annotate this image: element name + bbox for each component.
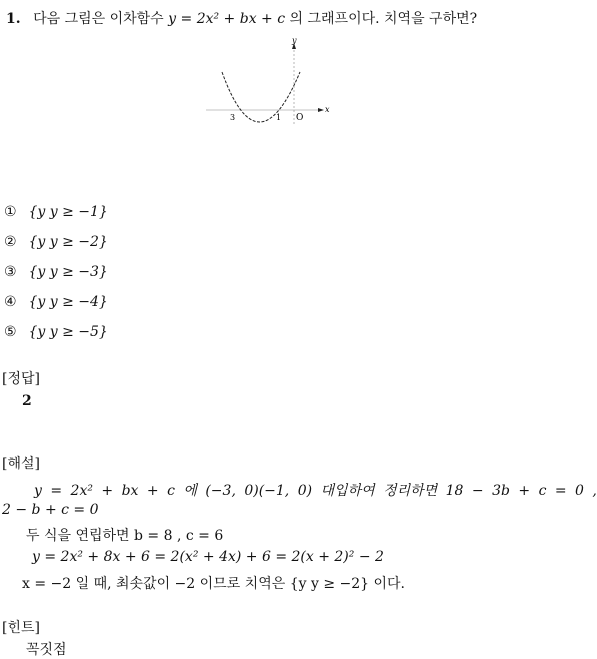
solution-line-3: 두 식을 연립하면 b = 8 , c = 6 xyxy=(26,528,224,544)
hint-heading: [힌트] xyxy=(2,620,40,636)
parabola-graph xyxy=(196,38,336,138)
choice-4-mark: ④ xyxy=(4,294,17,310)
choice-4[interactable] xyxy=(4,294,108,310)
solution-heading: [해설] xyxy=(2,456,40,472)
choice-5[interactable] xyxy=(4,324,108,340)
choice-5-text: {y y ≥ −5} xyxy=(28,324,108,340)
root-label-neg3: 3 xyxy=(230,113,236,122)
choice-2-mark: ② xyxy=(4,234,17,250)
x-axis-arrow xyxy=(318,108,324,112)
y-axis-label: y xyxy=(292,36,297,45)
answer-heading: [정답] xyxy=(2,371,40,387)
solution-line-1: y = 2x² + bx + c 에 (−3, 0)(−1, 0) 대입하여 정리하면 18 − 3b + c = 0 , xyxy=(34,483,597,499)
hint-text: 꼭짓점 xyxy=(26,642,67,658)
choice-3-text: {y y ≥ −3} xyxy=(28,264,108,280)
solution-line-2: 2 − b + c = 0 xyxy=(2,502,99,518)
choice-1-mark: ① xyxy=(4,204,17,220)
question-text-before: 다음 그림은 이차함수 xyxy=(33,11,164,27)
choice-3[interactable] xyxy=(4,264,108,280)
answer-value: 2 xyxy=(22,393,32,409)
question-header xyxy=(6,8,477,28)
root-label-neg1: 1 xyxy=(276,113,282,122)
origin-label: O xyxy=(296,113,304,123)
solution-line-4: y = 2x² + 8x + 6 = 2(x² + 4x) + 6 = 2(x + 2)² − 2 xyxy=(32,549,384,565)
solution-line-5: x = −2 일 때, 최솟값이 −2 이므로 치역은 {y y ≥ −2} 이다. xyxy=(22,576,405,592)
question-number: 1. xyxy=(6,11,21,27)
choice-1-text: {y y ≥ −1} xyxy=(28,204,108,220)
choice-1[interactable] xyxy=(4,204,108,220)
choice-5-mark: ⑤ xyxy=(4,324,17,340)
choice-2[interactable] xyxy=(4,234,108,250)
question-text-after: 의 그래프이다. 치역을 구하면? xyxy=(289,11,478,27)
choice-4-text: {y y ≥ −4} xyxy=(28,294,108,310)
x-axis-label: x xyxy=(325,105,330,114)
choice-2-text: {y y ≥ −2} xyxy=(28,234,108,250)
question-equation: y = 2x² + bx + c xyxy=(168,11,286,27)
choice-3-mark: ③ xyxy=(4,264,17,280)
